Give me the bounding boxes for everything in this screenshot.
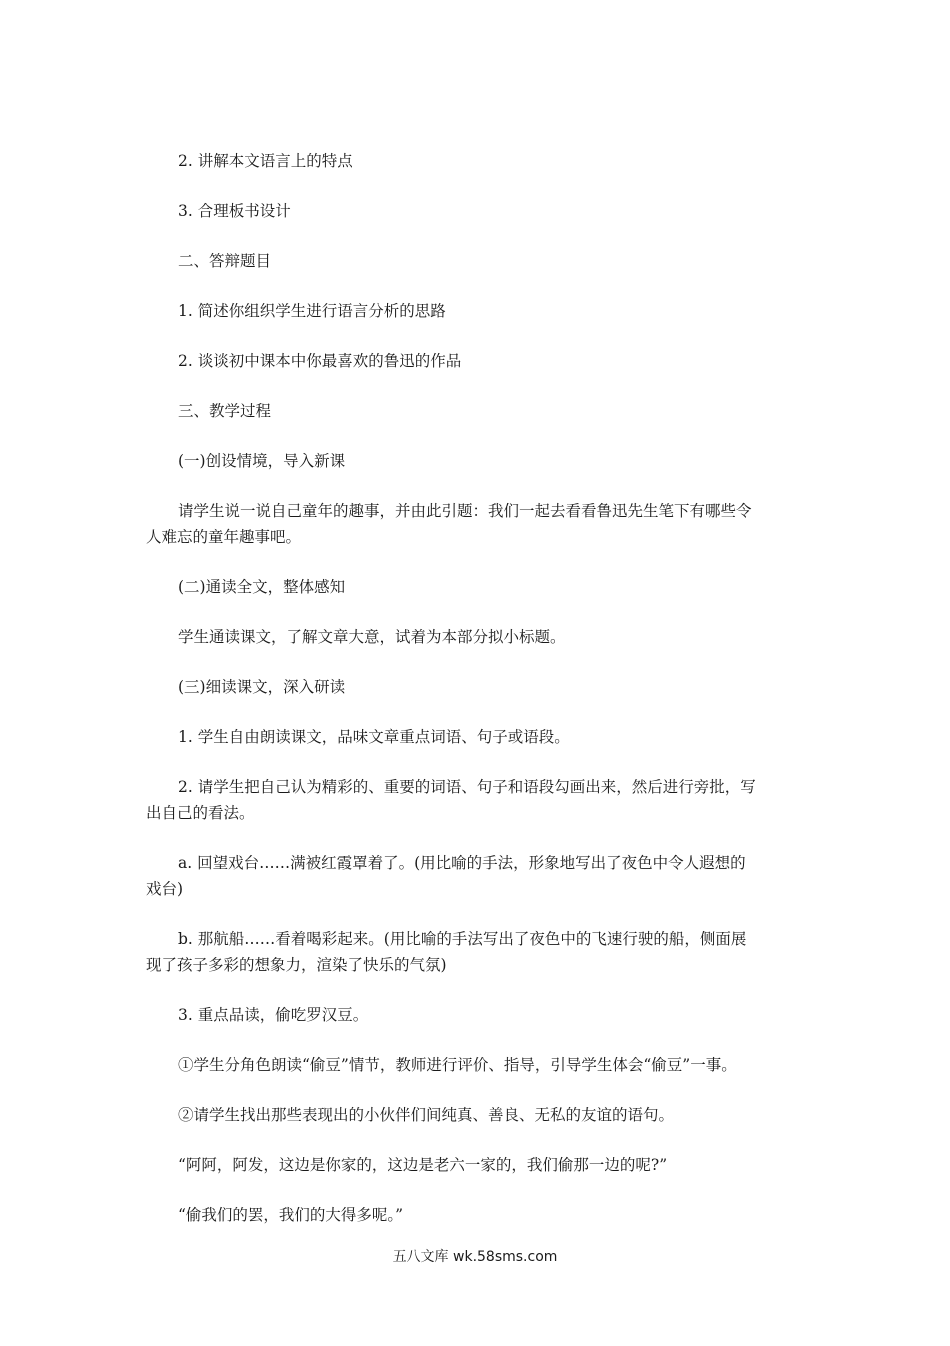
paragraph-line: b. 那航船……看着喝彩起来。(用比喻的手法写出了夜色中的飞速行驶的船，侧面展 [178,930,747,948]
section-heading [178,398,810,424]
paragraph [146,850,810,902]
paragraph-line: 3. 重点品读，偷吃罗汉豆。 [178,1006,369,1024]
paragraph [178,724,810,750]
paragraph-line: (三)细读课文，深入研读 [178,678,346,696]
paragraph [146,926,810,978]
paragraph [178,198,810,224]
paragraph-line: (二)通读全文，整体感知 [178,578,346,596]
paragraph-line: ②请学生找出那些表现出的小伙伴们间纯真、善良、无私的友谊的语句。 [178,1106,675,1124]
paragraph-line: a. 回望戏台……满被红霞罩着了。(用比喻的手法，形象地写出了夜色中令人遐想的 [178,854,746,872]
subsection-heading [178,448,810,474]
subsection-heading [178,574,810,600]
paragraph-continuation: 戏台) [146,880,184,898]
paragraph [146,774,810,826]
paragraph-line: 2. 请学生把自己认为精彩的、重要的词语、句子和语段勾画出来，然后进行旁批，写 [178,778,756,796]
paragraph-line: 2. 讲解本文语言上的特点 [178,152,353,170]
page-footer: 五八文库 wk.58sms.com [392,1249,558,1265]
paragraph [178,298,810,324]
section-heading [178,248,810,274]
paragraph [178,624,810,650]
quote-paragraph [178,1152,810,1178]
paragraph [178,348,810,374]
paragraph-continuation: 出自己的看法。 [146,804,255,822]
paragraph-line: 1. 学生自由朗读课文，品味文章重点词语、句子或语段。 [178,728,570,746]
paragraph-line: ①学生分角色朗读“偷豆”情节，教师进行评价、指导，引导学生体会“偷豆”一事。 [178,1056,737,1074]
paragraph-line: “偷我们的罢，我们的大得多呢。” [178,1206,404,1224]
paragraph-line: 三、教学过程 [178,402,272,420]
quote-paragraph [178,1202,810,1228]
paragraph-line: 二、答辩题目 [178,252,272,270]
paragraph-line: 3. 合理板书设计 [178,202,291,220]
paragraph [178,148,810,174]
paragraph-line: 请学生说一说自己童年的趣事，并由此引题：我们一起去看看鲁迅先生笔下有哪些令 [178,502,752,520]
subsection-heading [178,674,810,700]
paragraph-line: 学生通读课文，了解文章大意，试着为本部分拟小标题。 [178,628,566,646]
document-body [146,148,810,1252]
paragraph-continuation: 现了孩子多彩的想象力，渲染了快乐的气氛) [146,956,447,974]
paragraph [146,498,810,550]
paragraph-line: (一)创设情境，导入新课 [178,452,346,470]
paragraph-line: 1. 简述你组织学生进行语言分析的思路 [178,302,446,320]
paragraph-line: “阿阿，阿发，这边是你家的，这边是老六一家的，我们偷那一边的呢?” [178,1156,668,1174]
paragraph [178,1002,810,1028]
paragraph [178,1102,810,1128]
paragraph-line: 2. 谈谈初中课本中你最喜欢的鲁迅的作品 [178,352,462,370]
paragraph-continuation: 人难忘的童年趣事吧。 [146,528,302,546]
paragraph [178,1052,810,1078]
